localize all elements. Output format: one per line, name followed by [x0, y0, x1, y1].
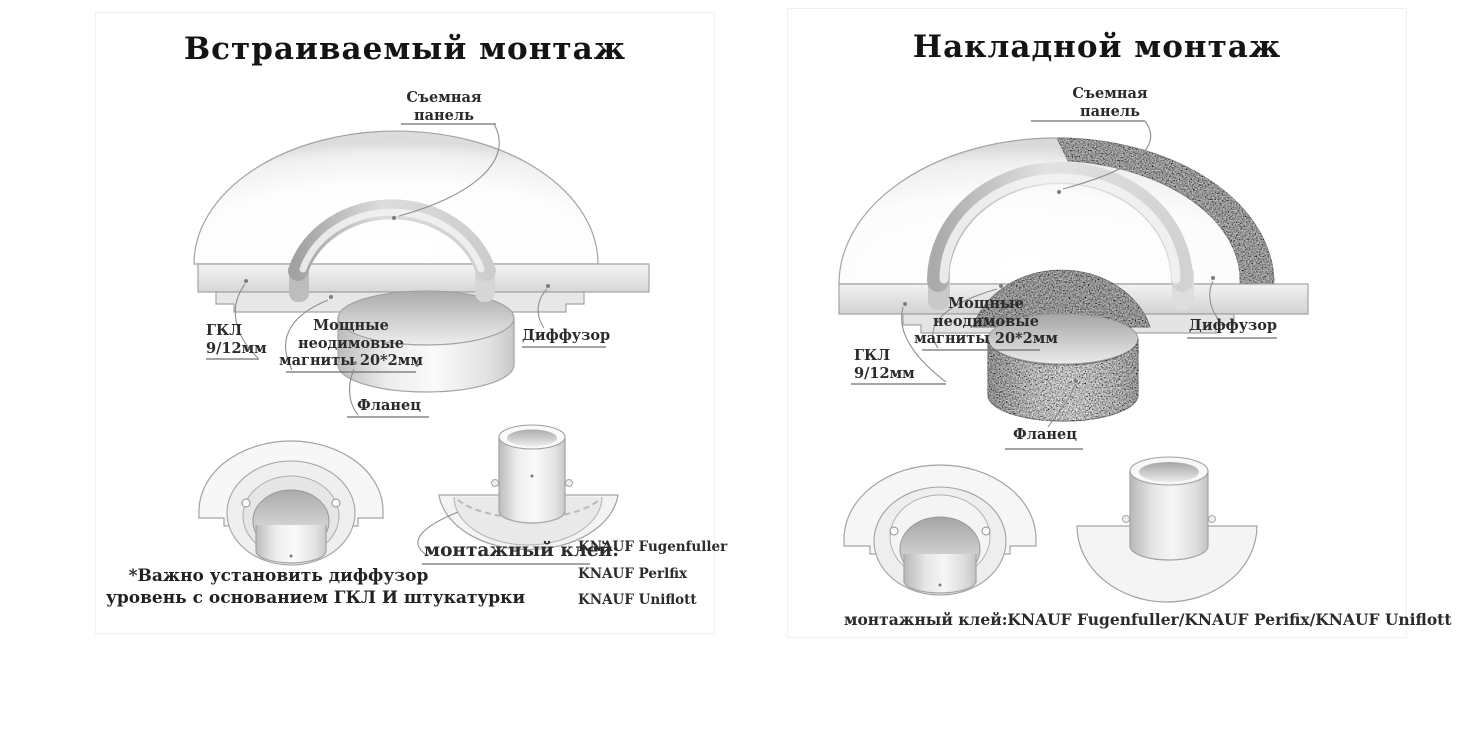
- recessed-flange-top-view-drawing: [439, 425, 618, 550]
- removable-panel-label: Съемная панель: [406, 89, 482, 124]
- glue-product-item: KNAUF Uniflott: [578, 592, 697, 608]
- surface-title: Накладной монтаж: [912, 29, 1282, 65]
- diffuser-label: Диффузор: [522, 327, 611, 344]
- gkl-label: ГКЛ 9/12мм: [854, 347, 915, 382]
- recessed-title: Встраиваемый монтаж: [183, 31, 627, 67]
- magnets-label: Мощные неодимовые магниты 20*2мм: [914, 295, 1058, 347]
- gkl-label: ГКЛ 9/12мм: [206, 322, 267, 357]
- glue-product-item: KNAUF Fugenfuller: [578, 539, 728, 555]
- flange-label: Фланец: [1013, 426, 1077, 443]
- diffuser-label: Диффузор: [1188, 317, 1278, 334]
- removable-panel-label: Съемная панель: [1072, 85, 1148, 120]
- glue-products-list: [578, 534, 727, 614]
- surface-bottom-view-drawing: [844, 465, 1036, 595]
- magnets-label: Мощные неодимовые магниты 20*2мм: [279, 317, 423, 369]
- recessed-bottom-view-drawing: [199, 441, 383, 565]
- glue-product-item: KNAUF Perlfix: [578, 565, 688, 582]
- surface-flange-drawing: [1077, 457, 1257, 602]
- flange-label: Фланец: [357, 397, 421, 414]
- recessed-mount-panel: [95, 12, 728, 634]
- mounting-glue-label: монтажный клей:: [424, 540, 620, 561]
- mounting-glue-note: монтажный клей:KNAUF Fugenfuller/KNAUF Perifix/KNAUF Uniflott: [844, 610, 1452, 629]
- surface-mount-panel: [787, 8, 1452, 638]
- install-note: *Важно установить диффузор уровень с основанием ГКЛ И штукатурки: [106, 566, 526, 608]
